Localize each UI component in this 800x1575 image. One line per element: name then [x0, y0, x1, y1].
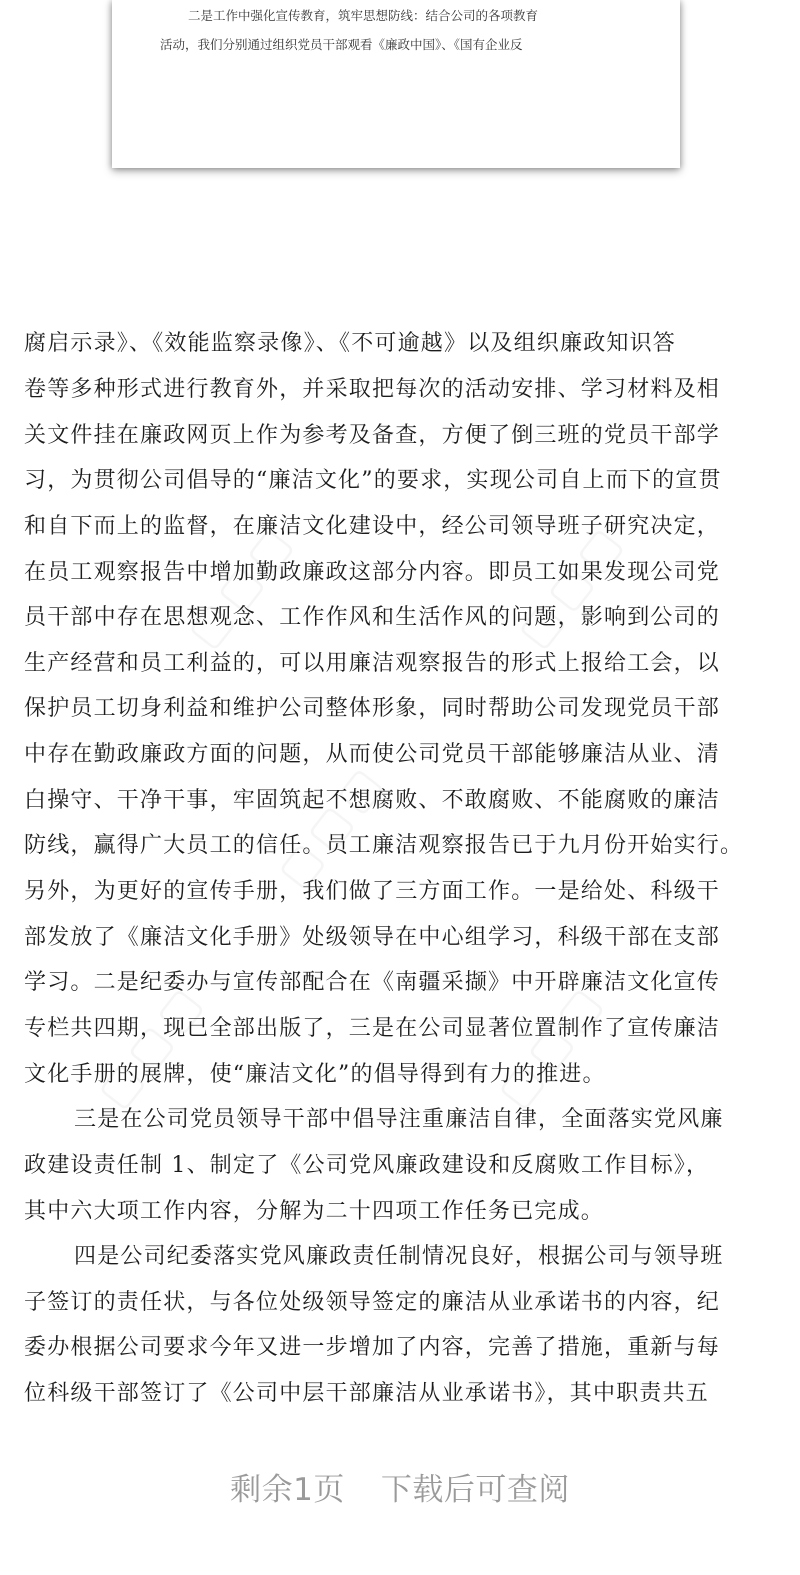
- preview-card-line-2: 活动，我们分别通过组织党员干部观看《廉政中国》、《国有企业反: [160, 37, 523, 52]
- document-line: 学习。二是纪委办与宣传部配合在《南疆采撷》中开辟廉洁文化宣传: [24, 970, 721, 995]
- document-line: 保护员工切身利益和维护公司整体形象，同时帮助公司发现党员干部: [24, 696, 721, 721]
- remaining-pages-label: 剩余1页: [230, 1472, 345, 1508]
- document-line: 位科级干部签订了《公司中层干部廉洁从业承诺书》，其中职责共五: [24, 1381, 710, 1406]
- document-paragraph-start: 三是在公司党员领导干部中倡导注重廉洁自律，全面落实党风廉: [74, 1107, 724, 1132]
- document-line: 防线，赢得广大员工的信任。员工廉洁观察报告已于九月份开始实行。: [24, 833, 744, 858]
- download-prompt[interactable]: [0, 1468, 800, 1512]
- document-line: 部发放了《廉洁文化手册》处级领导在中心组学习，科级干部在支部: [24, 925, 721, 950]
- document-line: 子签订的责任状，与各位处级领导签定的廉洁从业承诺书的内容，纪: [24, 1290, 721, 1315]
- preview-card: [112, 0, 680, 168]
- document-line: 另外，为更好的宣传手册，我们做了三方面工作。一是给处、科级干: [24, 879, 721, 904]
- download-hint-label: 下载后可查阅: [380, 1472, 570, 1508]
- document-line: 习，为贯彻公司倡导的“廉洁文化”的要求，实现公司自上而下的宣贯: [24, 468, 722, 493]
- watermark: ▢▢▢: [87, 973, 216, 1118]
- document-paragraph-start: 四是公司纪委落实党风廉政责任制情况良好，根据公司与领导班: [74, 1244, 724, 1269]
- document-line: 白操守、干净干事，牢固筑起不想腐败、不敢腐败、不能腐败的廉洁: [24, 788, 721, 813]
- document-line: 卷等多种形式进行教育外，并采取把每次的活动安排、学习材料及相: [24, 377, 721, 402]
- document-line: 中存在勤政廉政方面的问题，从而使公司党员干部能够廉洁从业、清: [24, 742, 721, 767]
- document-line: 专栏共四期，现已全部出版了，三是在公司显著位置制作了宣传廉洁: [24, 1016, 721, 1041]
- watermark: ▢▢▢: [177, 513, 306, 658]
- watermark: ▢▢▢: [487, 973, 616, 1118]
- document-line: 其中六大项工作内容，分解为二十四项工作任务已完成。: [24, 1199, 605, 1224]
- document-line: 关文件挂在廉政网页上作为参考及备查，方便了倒三班的党员干部学: [24, 423, 721, 448]
- document-line: 委办根据公司要求今年又进一步增加了内容，完善了措施，重新与每: [24, 1335, 721, 1360]
- preview-card-line-1: 二是工作中强化宣传教育，筑牢思想防线：结合公司的各项教育: [188, 8, 539, 23]
- watermark: ▢▢▢: [507, 513, 636, 658]
- document-line: 员干部中存在思想观念、工作作风和生活作风的问题，影响到公司的: [24, 605, 721, 630]
- document-line: 文化手册的展牌，使“廉洁文化”的倡导得到有力的推进。: [24, 1062, 606, 1087]
- document-line: 腐启示录》、《效能监察录像》、《不可逾越》以及组织廉政知识答: [24, 331, 677, 356]
- document-line: 和自下而上的监督，在廉洁文化建设中，经公司领导班子研究决定，: [24, 514, 721, 539]
- watermark: ▢▢▢: [267, 753, 396, 898]
- document-line: 在员工观察报告中增加勤政廉政这部分内容。即员工如果发现公司党: [24, 560, 721, 585]
- document-line: 生产经营和员工利益的，可以用廉洁观察报告的形式上报给工会，以: [24, 651, 721, 676]
- document-line: 政建设责任制 1、制定了《公司党风廉政建设和反腐败工作目标》，: [24, 1153, 710, 1178]
